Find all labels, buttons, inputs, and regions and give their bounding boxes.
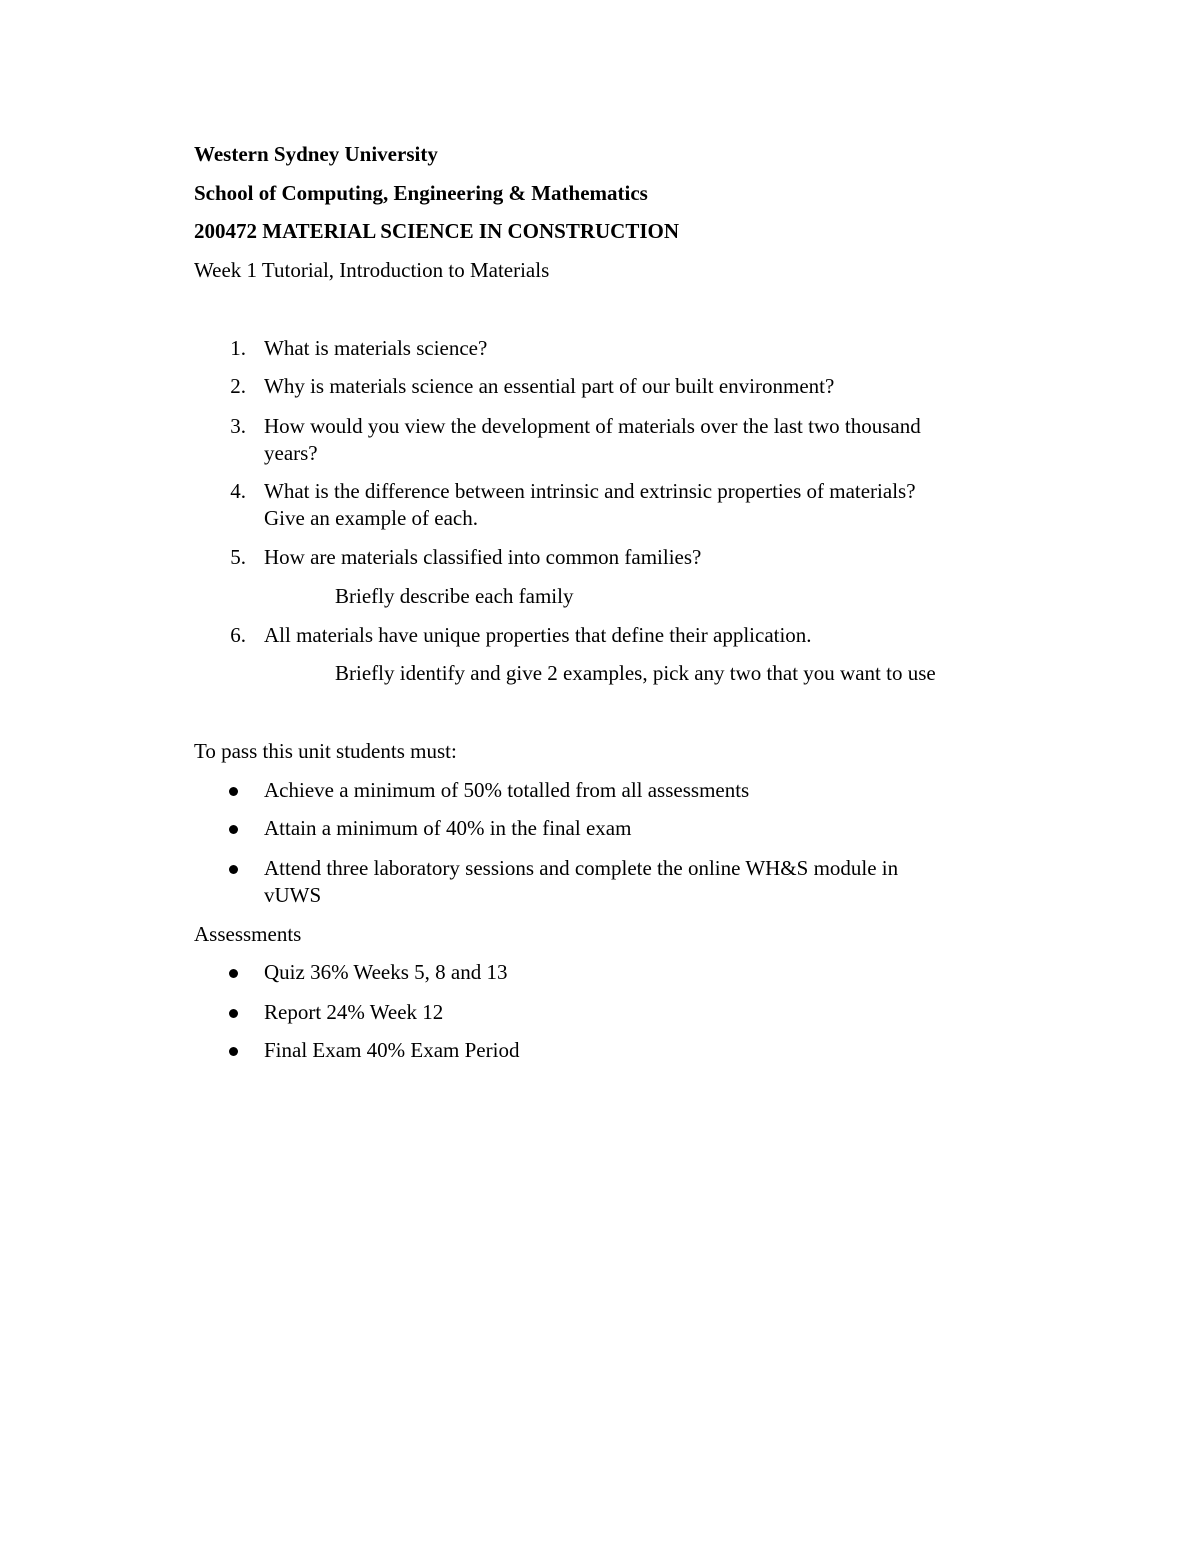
unit-title: 200472 MATERIAL SCIENCE IN CONSTRUCTION [194, 219, 680, 243]
bullet-icon [229, 825, 238, 834]
list-number: 4. [230, 479, 246, 503]
pass-item-text: Attend three laboratory sessions and complete the online WH&S module in [264, 856, 899, 880]
bullet-icon [229, 865, 238, 874]
pass-heading: To pass this unit students must: [194, 739, 457, 763]
list-number: 6. [230, 623, 246, 647]
pass-item-text: Attain a minimum of 40% in the final exam [264, 816, 632, 840]
bullet-icon [229, 1009, 238, 1018]
question-text: All materials have unique properties that define their application. [264, 623, 812, 647]
question-text: Why is materials science an essential part of our built environment? [264, 374, 835, 398]
list-number: 3. [230, 414, 246, 438]
bullet-icon [229, 969, 238, 978]
school-name: School of Computing, Engineering & Mathematics [194, 181, 648, 205]
tutorial-title: Week 1 Tutorial, Introduction to Materials [194, 258, 550, 282]
question-text: How would you view the development of materials over the last two thousand [264, 414, 921, 438]
question-text: How are materials classified into common families? [264, 545, 702, 569]
assessment-item-text: Final Exam 40% Exam Period [264, 1038, 520, 1062]
bullet-icon [229, 1047, 238, 1056]
question-text: What is materials science? [264, 336, 488, 360]
question-subtext: Briefly identify and give 2 examples, pick any two that you want to use [335, 661, 936, 685]
list-number: 5. [230, 545, 246, 569]
assessment-item-text: Report 24% Week 12 [264, 1000, 444, 1024]
question-text: What is the difference between intrinsic and extrinsic properties of materials? [264, 479, 916, 503]
list-number: 1. [230, 336, 246, 360]
assessment-item-text: Quiz 36% Weeks 5, 8 and 13 [264, 960, 508, 984]
question-text: Give an example of each. [264, 506, 478, 530]
pass-item-text: vUWS [264, 883, 322, 907]
question-text: years? [264, 441, 318, 465]
bullet-icon [229, 787, 238, 796]
list-number: 2. [230, 374, 246, 398]
university-name: Western Sydney University [194, 142, 438, 166]
question-subtext: Briefly describe each family [335, 584, 574, 608]
pass-item-text: Achieve a minimum of 50% totalled from all assessments [264, 778, 750, 802]
assessments-heading: Assessments [194, 922, 302, 946]
